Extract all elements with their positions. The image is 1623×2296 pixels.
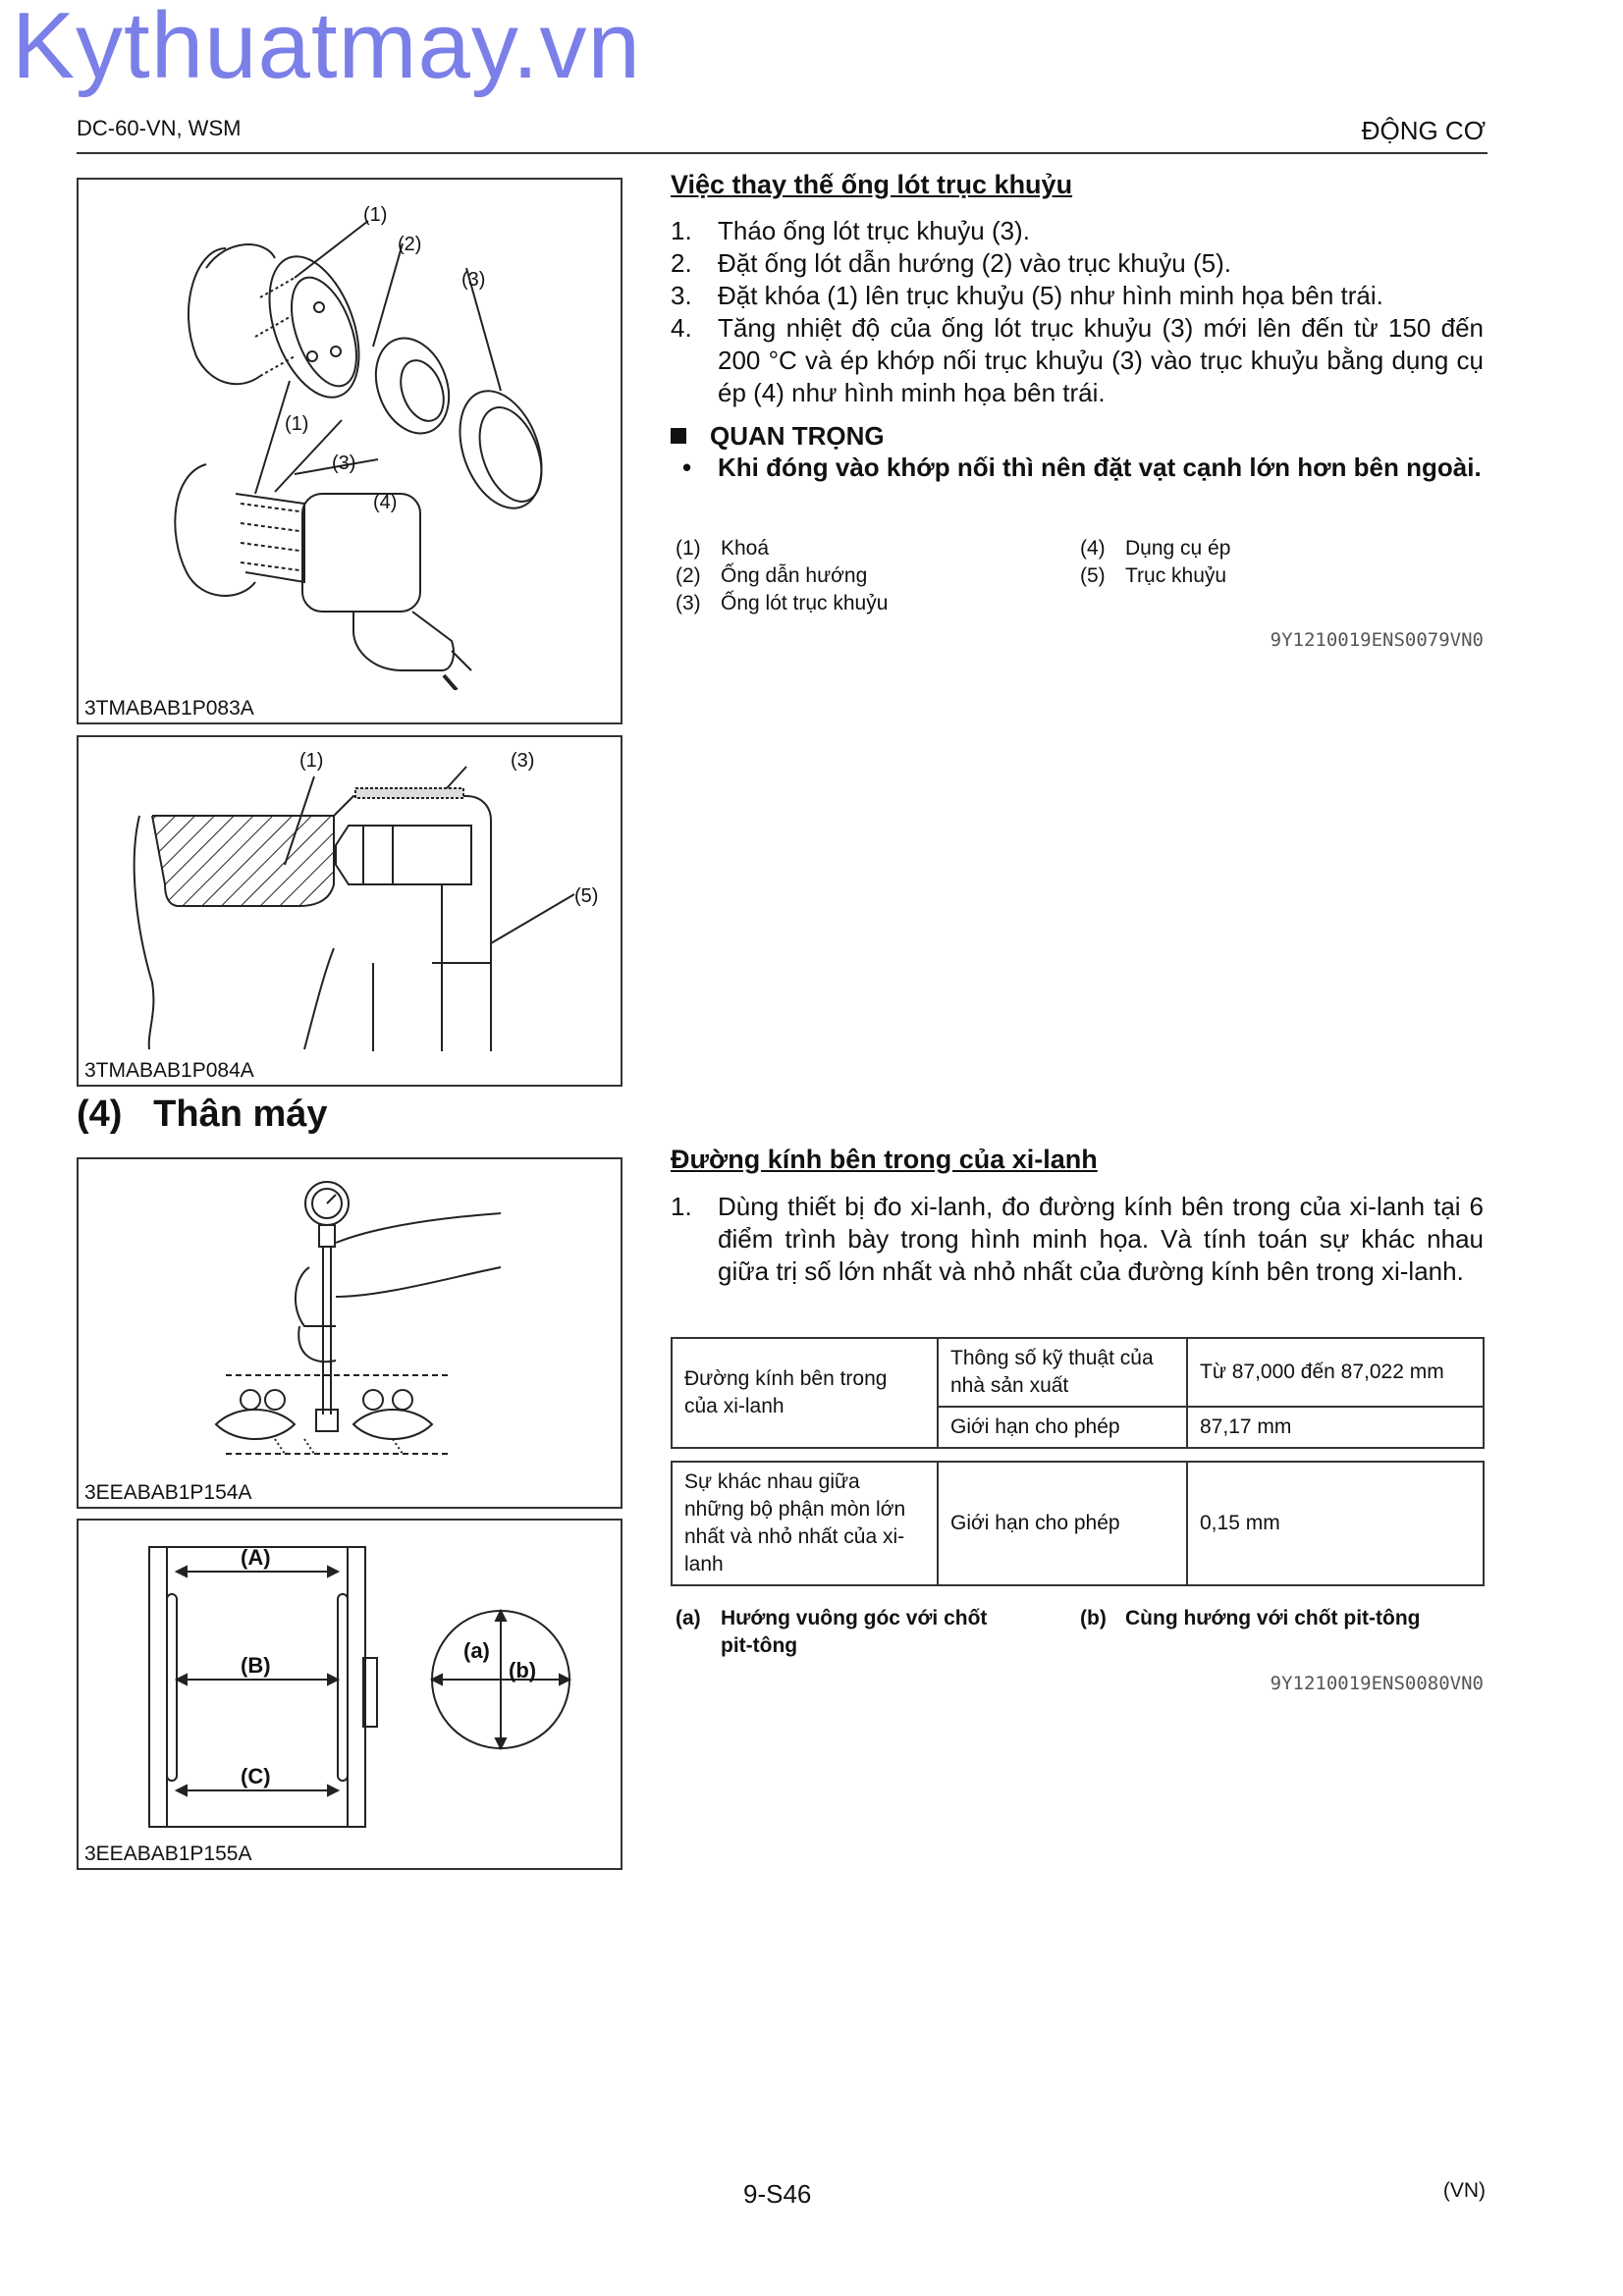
step-number: 2. [671, 248, 692, 278]
section-heading-number: (4) [77, 1094, 123, 1135]
important-note [682, 452, 1484, 484]
legend-num: (5) [1080, 564, 1106, 587]
important-text: Khi đóng vào khớp nối thì nên đặt vạt cạnh lớn hơn bên ngoài. [718, 453, 1482, 482]
fig1-label: (1) [285, 413, 309, 435]
step-item [671, 215, 1484, 247]
fig2-label: (1) [299, 750, 324, 772]
step-text: Tháo ống lót trục khuỷu (3). [718, 216, 1030, 245]
crankshaft-sleeve-drawing [79, 180, 621, 690]
fig1-label: (2) [398, 234, 422, 255]
step-item [671, 1191, 1484, 1323]
fig2-label: (5) [574, 885, 599, 907]
legend-text: Trục khuỷu [1125, 564, 1227, 587]
note-num: (a) [676, 1607, 701, 1629]
figure-crankshaft-sleeve-assembly [77, 178, 622, 724]
fig1-label: (3) [332, 453, 356, 474]
section-heading [77, 1094, 328, 1136]
important-label: QUAN TRỌNG [710, 421, 885, 451]
header-rule [77, 152, 1488, 154]
spec-table-inner-diameter [671, 1337, 1485, 1449]
fig1-label: (1) [363, 204, 388, 226]
page-number: 9-S46 [743, 2179, 812, 2209]
legend-num: (4) [1080, 537, 1106, 560]
legend-item [1080, 562, 1473, 590]
section2-title: Đường kính bên trong của xi-lanh [671, 1145, 1098, 1174]
legend-right [1080, 535, 1473, 590]
important-block [671, 420, 885, 453]
spec-item: Sự khác nhau giữa những bộ phận mòn lớn nhất và nhỏ nhất của xi-lanh [672, 1462, 938, 1585]
step-text: Tăng nhiệt độ của ống lót trục khuỷu (3) mới lên đến từ 150 đến 200 °C và ép khớp nối trục khuỷu (3) vào trục khuỷu bằng dụng cụ ép (4) như hình minh họa bên trái. [718, 313, 1484, 407]
step-text: Dùng thiết bị đo xi-lanh, đo đường kính bên trong của xi-lanh tại 6 điểm trình bày trong hình minh họa. Và tính toán sự khác nhau giữa trị số lớn nhất và nhỏ nhất của đường kính bên trong xi-lanh. [718, 1192, 1484, 1286]
fig2-label: (3) [511, 750, 535, 772]
direction-label-a: (a) [463, 1638, 490, 1663]
cross-section-drawing [79, 737, 621, 1056]
spec-value: 0,15 mm [1187, 1462, 1484, 1585]
cylinder-gauge-drawing [79, 1159, 621, 1478]
step-number: 4. [671, 313, 692, 343]
section2-code: 9Y1210019ENS0080VN0 [1270, 1673, 1484, 1694]
legend-item [676, 562, 1068, 590]
spec-value: Từ 87,000 đến 87,022 mm [1187, 1338, 1484, 1407]
legend-text: Ống dẫn hướng [721, 564, 868, 587]
section-heading-text: Thân máy [153, 1094, 328, 1135]
step-text: Đặt ống lót dẫn hướng (2) vào trục khuỷu (5). [718, 248, 1231, 278]
step-text: Đặt khóa (1) lên trục khuỷu (5) như hình minh họa bên trái. [718, 281, 1383, 310]
step-number: 1. [671, 1192, 692, 1221]
language-tag: (VN) [1442, 2179, 1486, 2202]
legend-text: Khoá [721, 537, 770, 560]
legend-num: (3) [676, 592, 701, 614]
fig1-label: (4) [373, 492, 398, 513]
header-doc-code: DC-60-VN, WSM [77, 116, 242, 140]
figure-measuring-points [77, 1519, 622, 1870]
point-label-b: (B) [241, 1653, 271, 1678]
step-item [671, 312, 1484, 410]
measuring-points-drawing [79, 1521, 621, 1840]
fig1-label: (3) [461, 269, 486, 291]
note-num: (b) [1080, 1607, 1107, 1629]
figure-sleeve-cross-section [77, 735, 622, 1087]
figure-caption: 3TMABAB1P083A [84, 697, 254, 720]
note-text: Hướng vuông góc với chốt pit-tông [721, 1607, 988, 1657]
spec-label: Giới hạn cho phép [938, 1407, 1187, 1448]
bullet-icon: • [682, 453, 692, 482]
spec-label: Thông số kỹ thuật của nhà sản xuất [938, 1338, 1187, 1407]
spec-item: Đường kính bên trong của xi-lanh [672, 1338, 938, 1448]
step-item [671, 247, 1484, 280]
section1-title: Việc thay thế ống lót trục khuỷu [671, 170, 1073, 199]
direction-label-b: (b) [509, 1658, 537, 1682]
note-a [676, 1605, 1068, 1660]
legend-text: Dụng cụ ép [1125, 537, 1231, 560]
note-b [1080, 1605, 1485, 1632]
watermark: Kythuatmay.vn [12, 0, 641, 98]
important-square-icon [671, 428, 686, 444]
figure-caption: 3TMABAB1P084A [84, 1059, 254, 1082]
step-item [671, 280, 1484, 312]
step-number: 1. [671, 216, 692, 245]
header-section-title: ĐỘNG CƠ [1361, 116, 1486, 145]
spec-label: Giới hạn cho phép [938, 1462, 1187, 1585]
spec-value: 87,17 mm [1187, 1407, 1484, 1448]
step-number: 3. [671, 281, 692, 310]
legend-num: (2) [676, 564, 701, 587]
section1-code: 9Y1210019ENS0079VN0 [1270, 629, 1484, 651]
note-text: Cùng hướng với chốt pit-tông [1125, 1607, 1421, 1629]
legend-item [676, 590, 1068, 617]
legend-text: Ống lót trục khuỷu [721, 592, 889, 614]
legend-num: (1) [676, 537, 701, 560]
point-label-a: (A) [241, 1545, 271, 1570]
legend-item [676, 535, 1068, 562]
figure-caption: 3EEABAB1P154A [84, 1481, 252, 1504]
point-label-c: (C) [241, 1764, 271, 1789]
legend-left [676, 535, 1068, 617]
spec-table-wear-difference [671, 1461, 1485, 1586]
figure-caption: 3EEABAB1P155A [84, 1842, 252, 1865]
legend-item [1080, 535, 1473, 562]
figure-cylinder-gauge [77, 1157, 622, 1509]
